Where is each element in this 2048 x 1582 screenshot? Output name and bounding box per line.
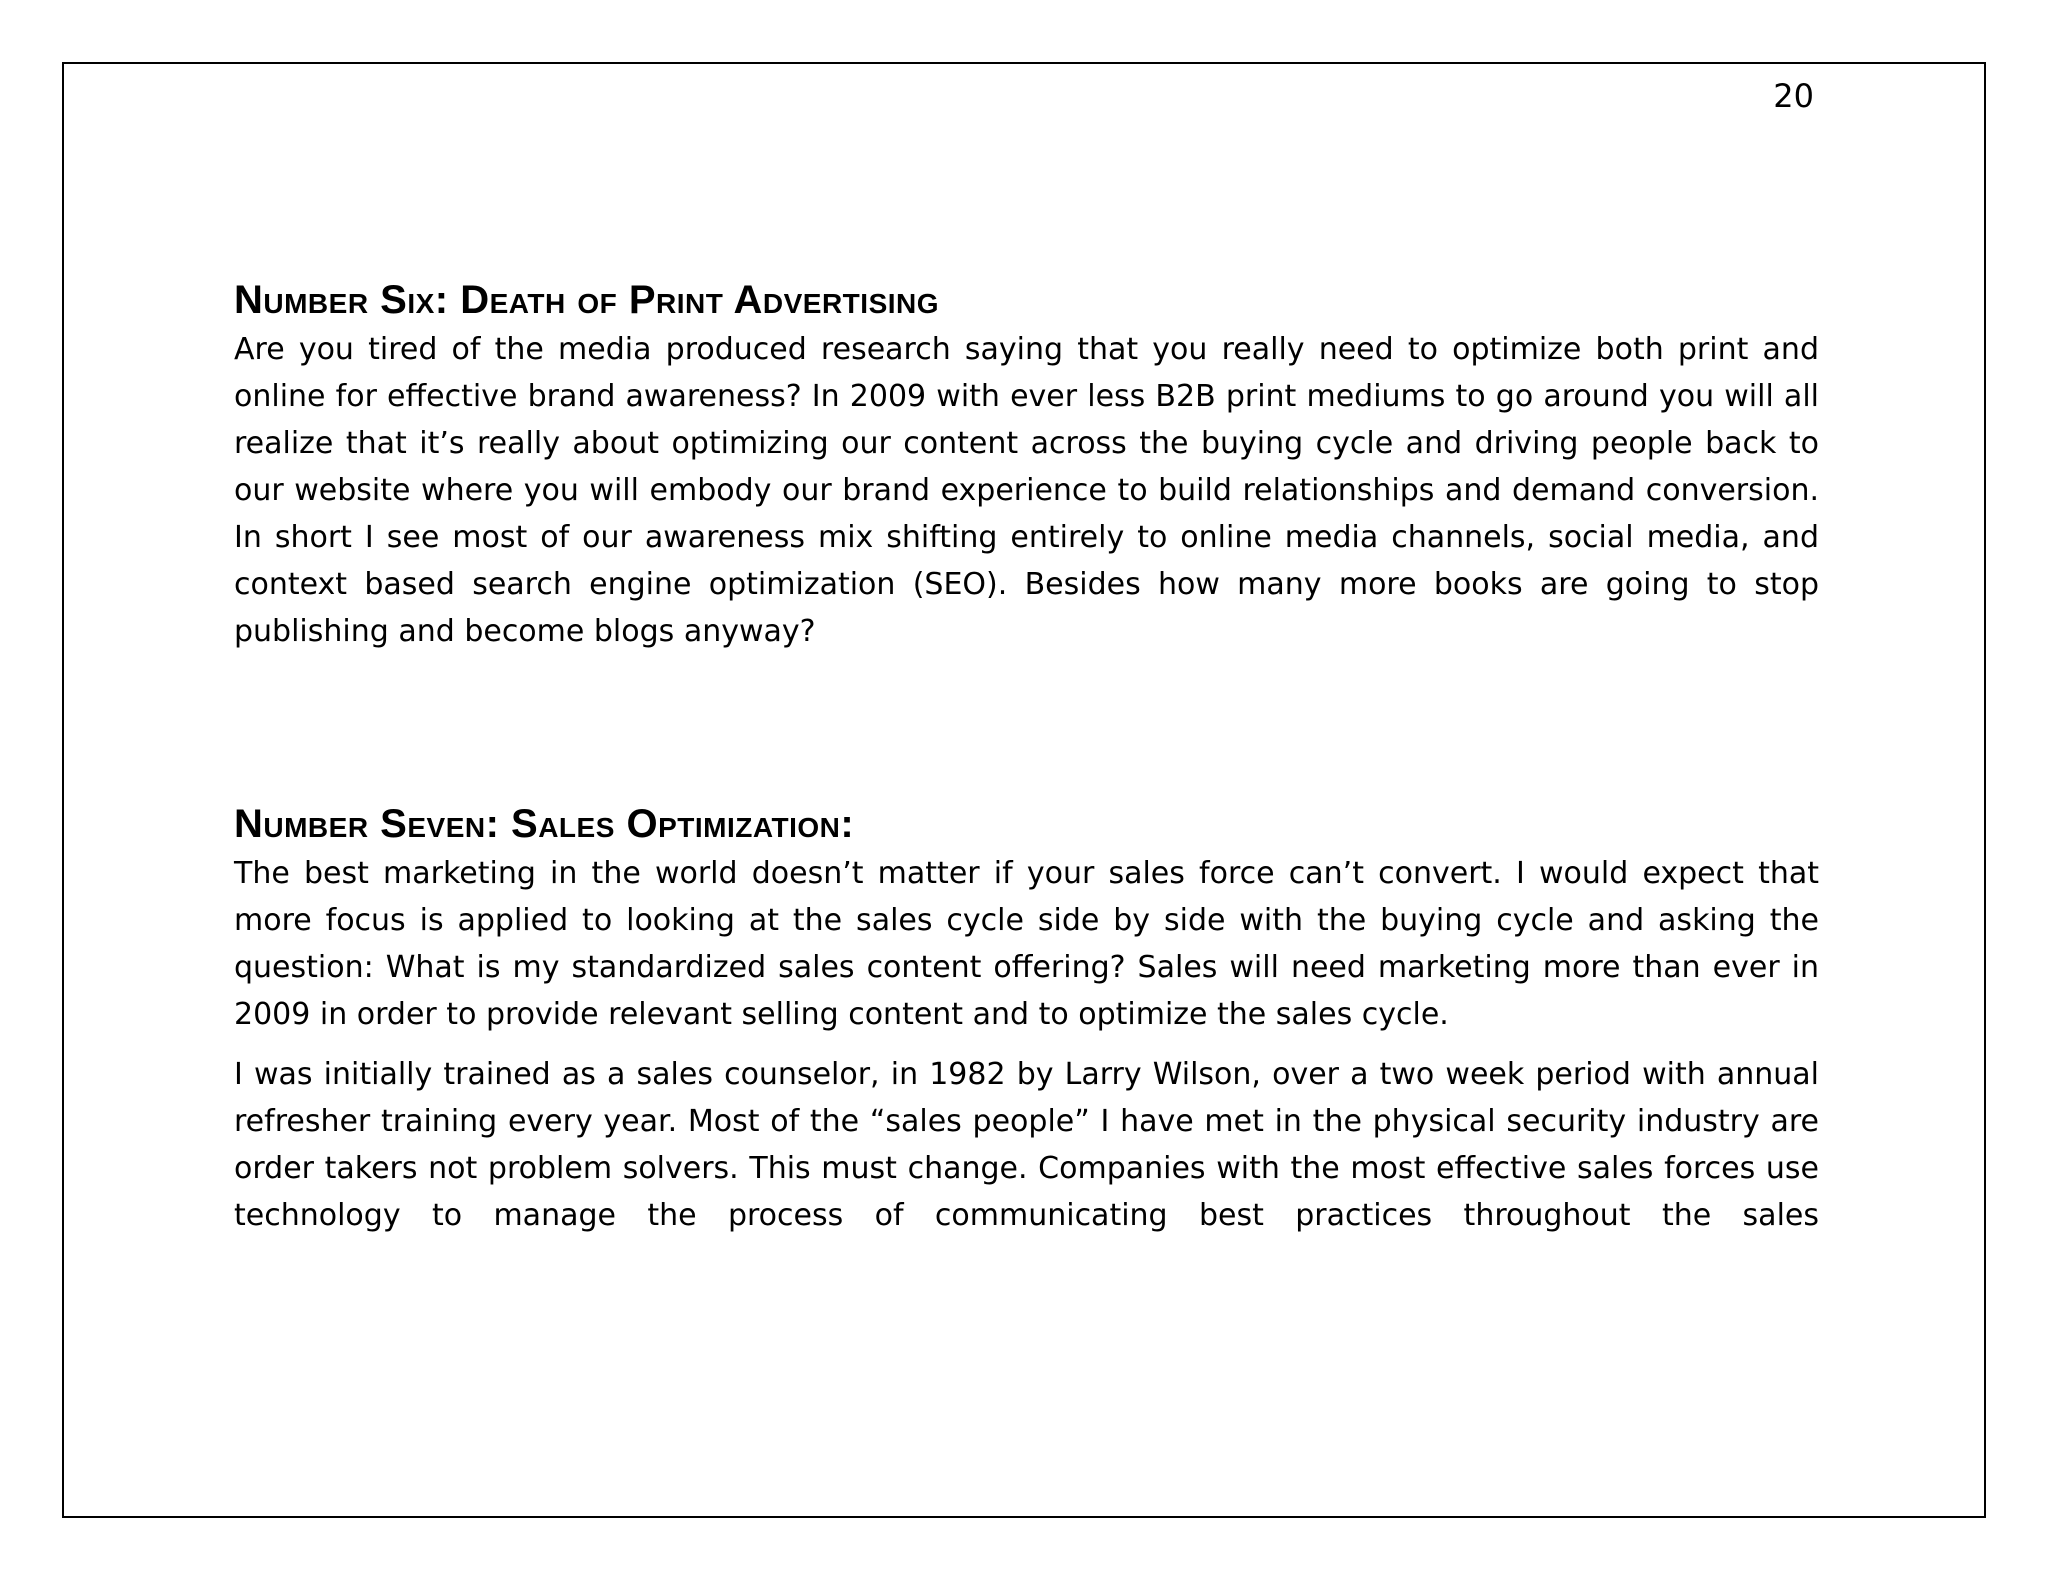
section-title: Number Six: Death of Print Advertising [234, 278, 940, 322]
paragraph: I was initially trained as a sales counselor, in 1982 by Larry Wilson, over a two week period with annual refresher training every year. Most of the “sales people” I have met in the physical security industry are order takers not problem solvers. This must change. Companies with the most effective sales forces use technology to manage the process of communicating best practices throughout the sales [234, 1057, 1819, 1233]
section-number-six [234, 276, 1819, 655]
page-frame [62, 62, 1986, 1518]
paragraph: Are you tired of the media produced research saying that you really need to optimize both print and online for effective brand awareness? In 2009 with ever less B2B print mediums to go around you will all realize that it’s really about optimizing our content across the buying cycle and driving people back to our website where you will embody our brand experience to build relationships and demand conversion. In short I see most of our awareness mix shifting entirely to online media channels, social media, and context based search engine optimization (SEO). Besides how many more books are going to stop publishing and become blogs anyway? [234, 332, 1819, 649]
page-number: 20 [1773, 77, 1814, 115]
section-number-seven [234, 800, 1819, 1239]
paragraph: The best marketing in the world doesn’t matter if your sales force can’t convert. I would expect that more focus is applied to looking at the sales cycle side by side with the buying cycle and asking the question: What is my standardized sales content offering? Sales will need marketing more than ever in 2009 in order to provide relevant selling content and to optimize the sales cycle. [234, 856, 1819, 1032]
section-title: Number Seven: Sales Optimization: [234, 802, 855, 846]
